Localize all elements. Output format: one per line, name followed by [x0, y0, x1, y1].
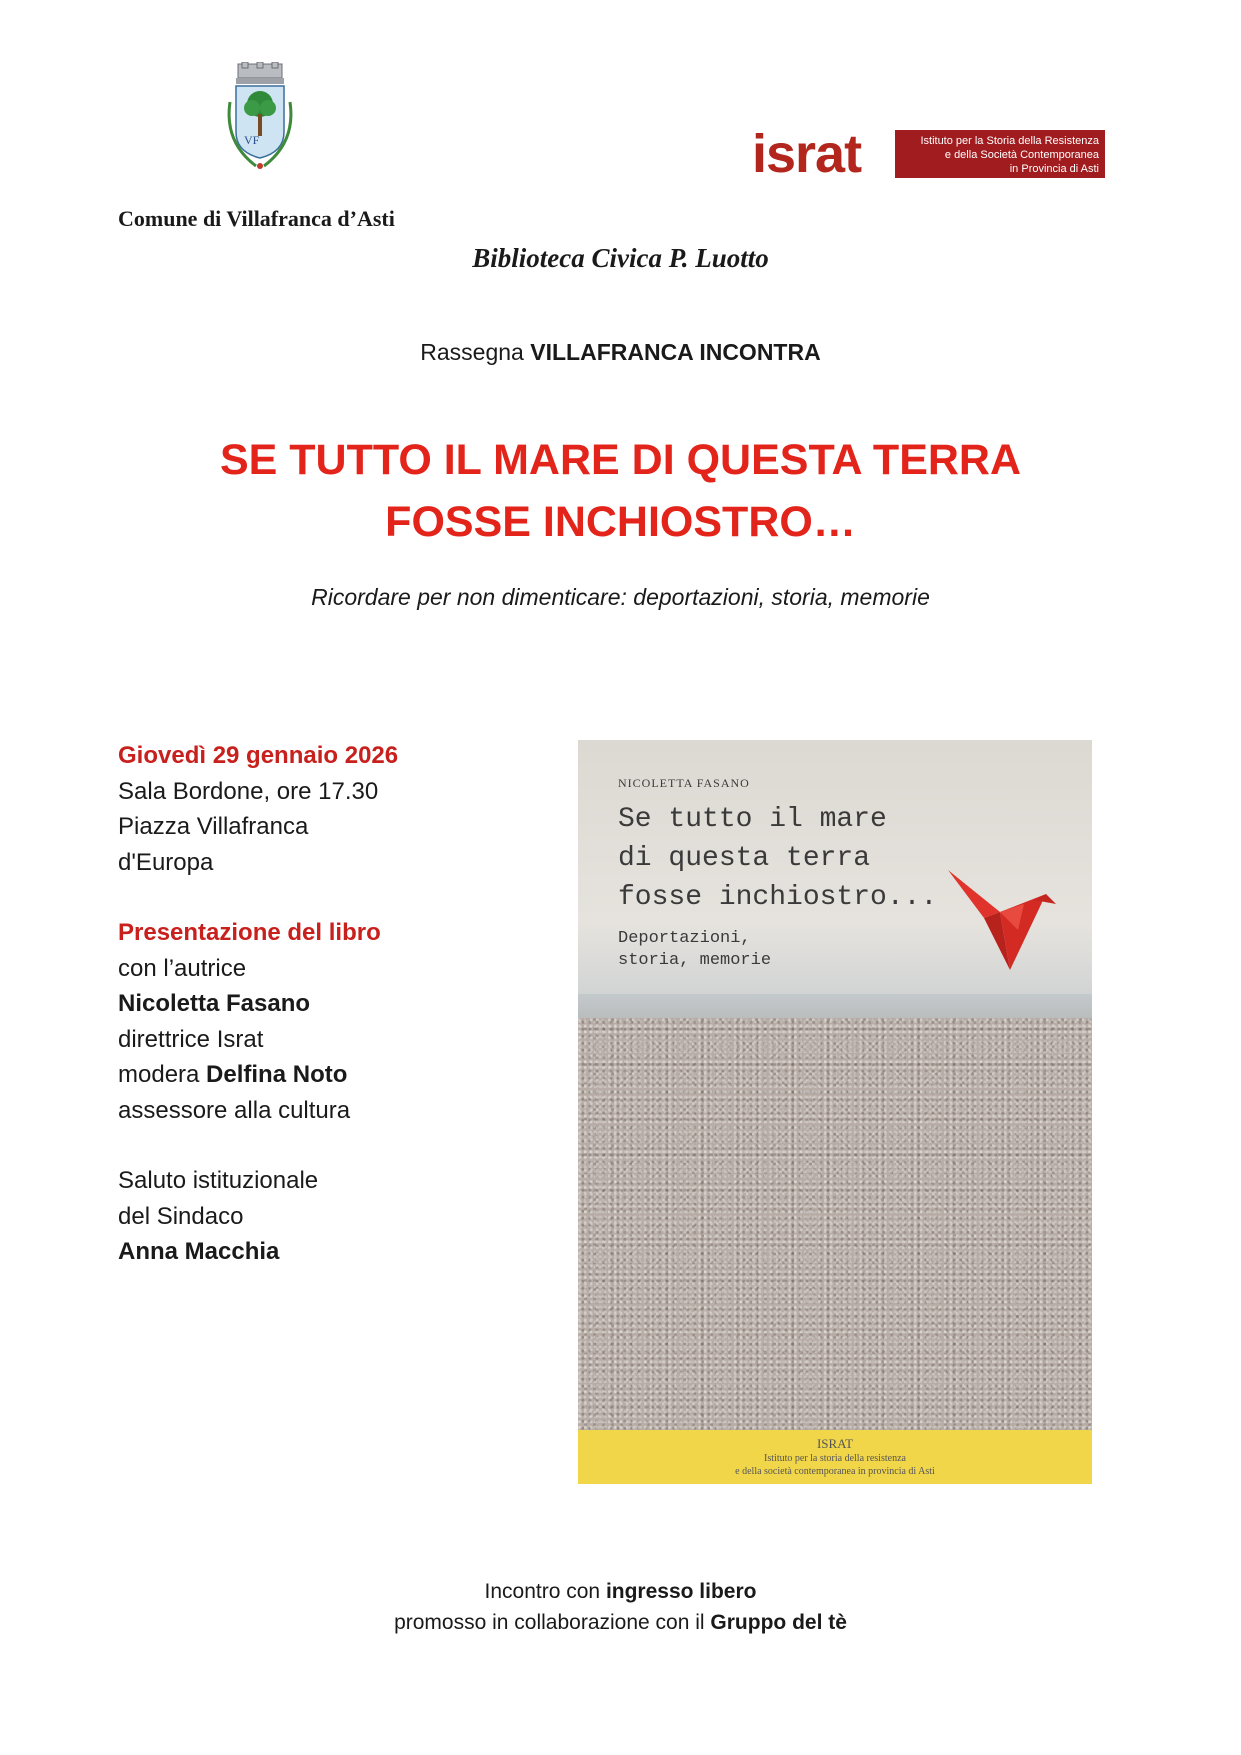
footer-line-1-prefix: Incontro con: [484, 1580, 601, 1603]
free-entry-text: ingresso libero: [605, 1580, 757, 1603]
cover-title-line: fosse inchiostro...: [618, 882, 938, 913]
cover-pebble-beach: [578, 1018, 1092, 1430]
with-author-text: con l’autrice: [118, 954, 247, 982]
series-name: VILLAFRANCA INCONTRA: [530, 339, 821, 365]
moderator-line: [118, 1057, 398, 1093]
event-date: Giovedì 29 gennaio 2026: [118, 742, 399, 769]
israt-caption-line: in Provincia di Asti: [1009, 163, 1099, 175]
moderator-prefix: modera: [118, 1061, 200, 1088]
cover-subtitle-line: Deportazioni,: [618, 929, 751, 948]
moderator-name: Delfina Noto: [206, 1061, 348, 1088]
cover-publisher: ISRAT: [816, 1436, 854, 1451]
israt-logo: [752, 124, 1104, 184]
library-name: Biblioteca Civica P. Luotto: [472, 243, 769, 273]
event-details: [118, 738, 398, 1270]
greeting-line-2: del Sindaco: [118, 1202, 244, 1230]
israt-logo-caption: [895, 130, 1105, 178]
partner-name: Gruppo del tè: [710, 1611, 847, 1634]
mayor-name: Anna Macchia: [118, 1238, 280, 1265]
event-venue: Sala Bordone, ore 17.30: [118, 777, 379, 805]
footer-line-2: [0, 1611, 1241, 1635]
series-heading: [0, 339, 1241, 366]
cover-subtitle: [618, 928, 771, 972]
cover-sea: [578, 994, 1092, 1020]
event-title-line-2: FOSSE INCHIOSTRO…: [385, 498, 856, 546]
book-cover-image: [578, 740, 1092, 1484]
cover-subtitle-line: storia, memorie: [618, 951, 772, 970]
event-subtitle: Ricordare per non dimenticare: deportazioni, storia, memorie: [311, 584, 930, 610]
comune-name: Comune di Villafranca d’Asti: [118, 206, 395, 231]
moderator-role: assessore alla cultura: [118, 1096, 351, 1124]
cover-title: [618, 800, 937, 917]
cover-publisher-line-1: Istituto per la storia della resistenza: [764, 1453, 906, 1464]
cover-title-line: Se tutto il mare: [618, 804, 887, 835]
greeting-line-1: Saluto istituzionale: [118, 1167, 319, 1194]
presentation-heading: Presentazione del libro: [118, 919, 381, 946]
series-prefix: Rassegna: [420, 339, 524, 365]
israt-caption-line: Istituto per la Storia della Resistenza: [920, 135, 1099, 147]
israt-caption-line: e della Società Contemporanea: [944, 149, 1099, 161]
footer-line-2-prefix: promosso in collaborazione con il: [394, 1611, 705, 1634]
cover-publisher-line-2: e della società contemporanea in provincia di Asti: [735, 1466, 935, 1477]
crest-initials: VF: [244, 133, 260, 147]
author-role: direttrice Israt: [118, 1025, 264, 1053]
event-address-line-2: d'Europa: [118, 848, 214, 876]
cover-author: NICOLETTA FASANO: [618, 776, 750, 790]
footer-line-1: [0, 1580, 1241, 1604]
event-title-line-1: SE TUTTO IL MARE DI QUESTA TERRA: [219, 436, 1022, 484]
origami-bird-icon: [948, 860, 1056, 970]
israt-logo-word: israt: [752, 124, 862, 184]
villafranca-coat-of-arms-logo: [222, 62, 298, 174]
author-name: Nicoletta Fasano: [118, 990, 311, 1017]
cover-title-line: di questa terra: [618, 843, 871, 874]
event-address-line-1: Piazza Villafranca: [118, 813, 309, 840]
